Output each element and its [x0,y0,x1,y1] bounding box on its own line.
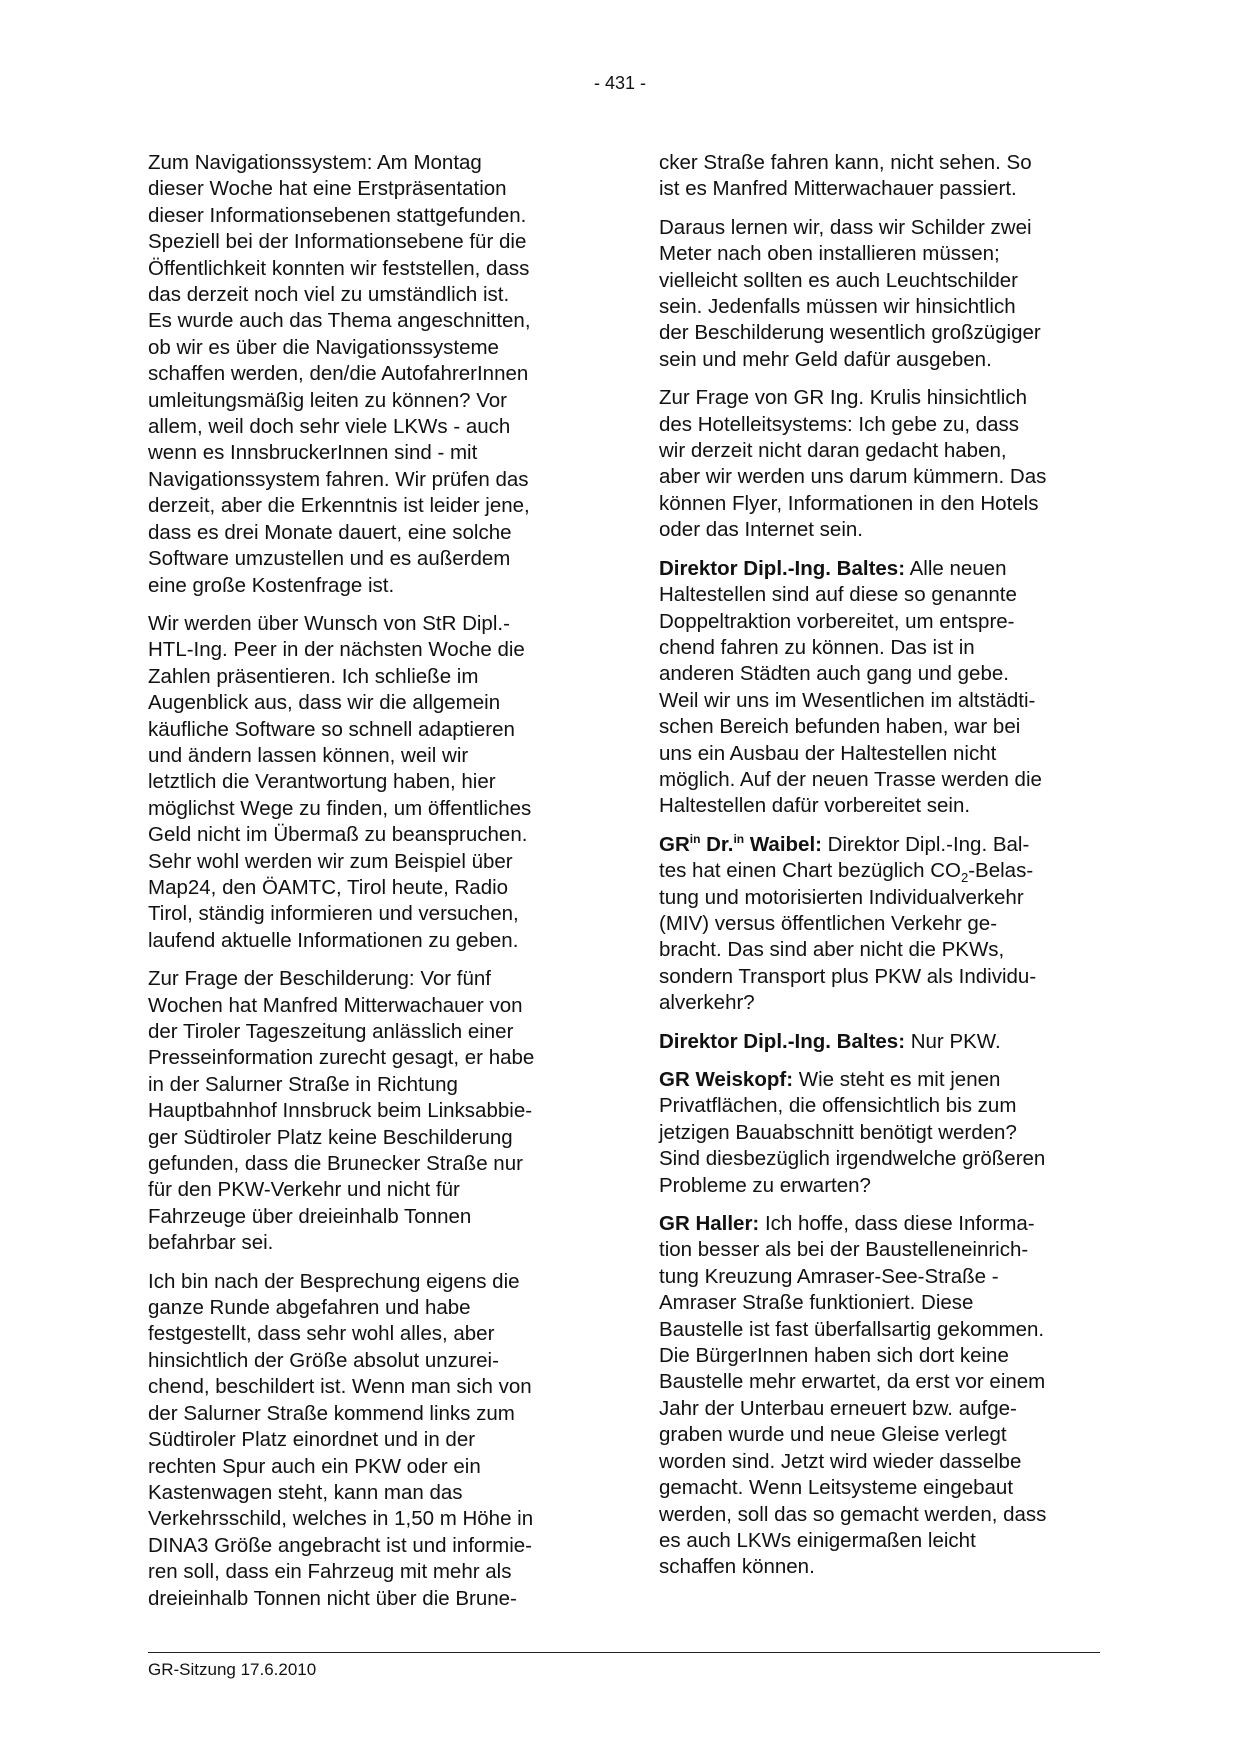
speaker-degree-suffix: in [733,831,745,846]
paragraph: Zur Frage der Beschilderung: Vor fünf Wochen hat Manfred Mitterwachauer von der Tiroler Tageszeitung anlässlich einer Presseinformation zurecht gesagt, er habe in der Salurner Straße in Richtung Hauptbahnhof Innsbruck beim Linksabbie- ger Südtiroler Platz keine Beschilderung gefunden, dass die Brunecker Straße nur für den PKW-Verkehr und nicht für Fahrzeuge über dreieinhalb Tonnen befahrbar sei. [148,967,535,1255]
speaker-name: GR Weiskopf: [659,1068,794,1091]
paragraph: Zur Frage von GR Ing. Krulis hinsichtlich des Hotelleitsystems: Ich gebe zu, dass wir derzeit nicht daran gedacht haben, aber wir werden uns darum kümmern. Das können Flyer, Informationen in den Hotels oder das Internet sein. [659,386,1047,542]
page-number: - 431 - [593,73,647,93]
speech-text: Ich hoffe, dass diese Informa- tion besser als bei der Baustelleneinrich- tung Kreuzung Amraser-See-Straße - Amraser Straße funktioniert. Diese Baustelle ist fast überfallsartig gekommen. Die BürgerInnen haben sich dort keine Baustelle mehr erwartet, da erst vor einem Jahr der Unterbau erneuert bzw. aufge- graben wurde und neue Gleise verlegt worden sind. Jetzt wird wieder dasselbe gemacht. Wenn Leitsysteme eingebaut werden, soll das so gemacht werden, dass es auch LKWs einigermaßen leicht schaffen können. [659,1212,1047,1579]
paragraph: Ich bin nach der Besprechung eigens die ganze Runde abgefahren und habe festgestellt, dass sehr wohl alles, aber hinsichtlich der Größe absolut unzurei- chend, beschildert ist. Wenn man sich von der Salurner Straße kommend links zum Südtiroler Platz einordnet und in der rechten Spur auch ein PKW oder ein Kastenwagen steht, kann man das Verkehrsschild, welches in 1,50 m Höhe in DINA3 Größe angebracht ist und informie- ren soll, dass ein Fahrzeug mit mehr als dreieinhalb Tonnen nicht über die Brune- [148,1269,534,1610]
speech-paragraph [659,832,1099,1017]
left-column [148,150,588,1624]
speech-text: -Belas- tung und motorisierten Individualverkehr (MIV) versus öffentlichen Verkehr ge- bracht. Das sind aber nicht die PKWs, sondern Transport plus PKW als Individu- alverkehr? [659,859,1037,1015]
subscript: 2 [960,870,969,886]
speech-text: Alle neuen Haltestellen sind auf diese so genannte Doppeltraktion vorbereitet, um entspre- chend fahren zu können. Das ist in anderen Städten auch gang und gebe. Weil wir uns im Wesentlichen im altstädti- schen Bereich befunden haben, war bei uns ein Ausbau der Haltestellen nicht möglich. Auf der neuen Trasse werden die Haltestellen dafür vorbereitet sein. [659,556,1042,818]
speech-paragraph [659,1211,1099,1581]
speaker-title-suffix: in [689,831,701,846]
paragraph: Wir werden über Wunsch von StR Dipl.- HTL-Ing. Peer in der nächsten Woche die Zahlen präsentieren. Ich schließe im Augenblick aus, dass wir die allgemein käufliche Software so schnell adaptieren und ändern lassen können, weil wir letztlich die Verantwortung haben, hier möglichst Wege zu finden, um öffentliches Geld nicht im Übermaß zu beanspruchen. Sehr wohl werden wir zum Beispiel über Map24, den ÖAMTC, Tirol heute, Radio Tirol, ständig informieren und versuchen, laufend aktuelle Informationen zu geben. [148,611,532,952]
speech-paragraph [659,1029,1099,1055]
speech-paragraph [659,556,1099,820]
speaker-name: GR Haller: [659,1212,760,1236]
paragraph: cker Straße fahren kann, nicht sehen. So ist es Manfred Mitterwachauer passiert. [659,151,1032,201]
footer-text: GR-Sitzung 17.6.2010 [148,1660,317,1679]
speaker-name: Direktor Dipl.-Ing. Baltes: [659,1029,906,1053]
speech-text: Wie steht es mit jenen Privatflächen, die offensichtlich bis zum jetzigen Bauabschnitt benötigt werden? Sind diesbezüglich irgendwelche größeren Probleme zu erwarten? [659,1068,1046,1197]
paragraph: Daraus lernen wir, dass wir Schilder zwei Meter nach oben installieren müssen; vielleicht sollten es auch Leuchtschilder sein. Jedenfalls müssen wir hinsichtlich der Beschilderung wesentlich großzügiger sein und mehr Geld dafür ausgeben. [659,215,1041,371]
speaker-name [659,833,822,856]
right-column [659,150,1099,1593]
speaker-name: Direktor Dipl.-Ing. Baltes: [659,556,906,580]
speaker-title: GR [659,832,690,856]
speech-text: Direktor Dipl.-Ing. Bal- tes hat einen Chart bezüglich CO [659,832,1030,883]
footer-divider [148,1652,1100,1653]
speech-paragraph [659,1067,1099,1199]
speech-text: Nur PKW. [905,1029,1001,1053]
speaker-surname: Waibel: [744,832,822,856]
speaker-degree: Dr. [700,832,734,856]
paragraph: Zum Navigationssystem: Am Montag dieser Woche hat eine Erstpräsentation dieser Informationsebenen stattgefunden. Speziell bei der Informationsebene für die Öffentlichkeit konnten wir feststellen, dass das derzeit noch viel zu umständlich ist. Es wurde auch das Thema angeschnitten, ob wir es über die Navigationssysteme schaffen werden, den/die AutofahrerInnen umleitungsmäßig leiten zu können? Vor allem, weil doch sehr viele LKWs - auch wenn es InnsbruckerInnen sind - mit Navigationssystem fahren. Wir prüfen das derzeit, aber die Erkenntnis ist leider jene, dass es drei Monate dauert, eine solche Software umzustellen und es außerdem eine große Kostenfrage ist. [148,151,531,597]
